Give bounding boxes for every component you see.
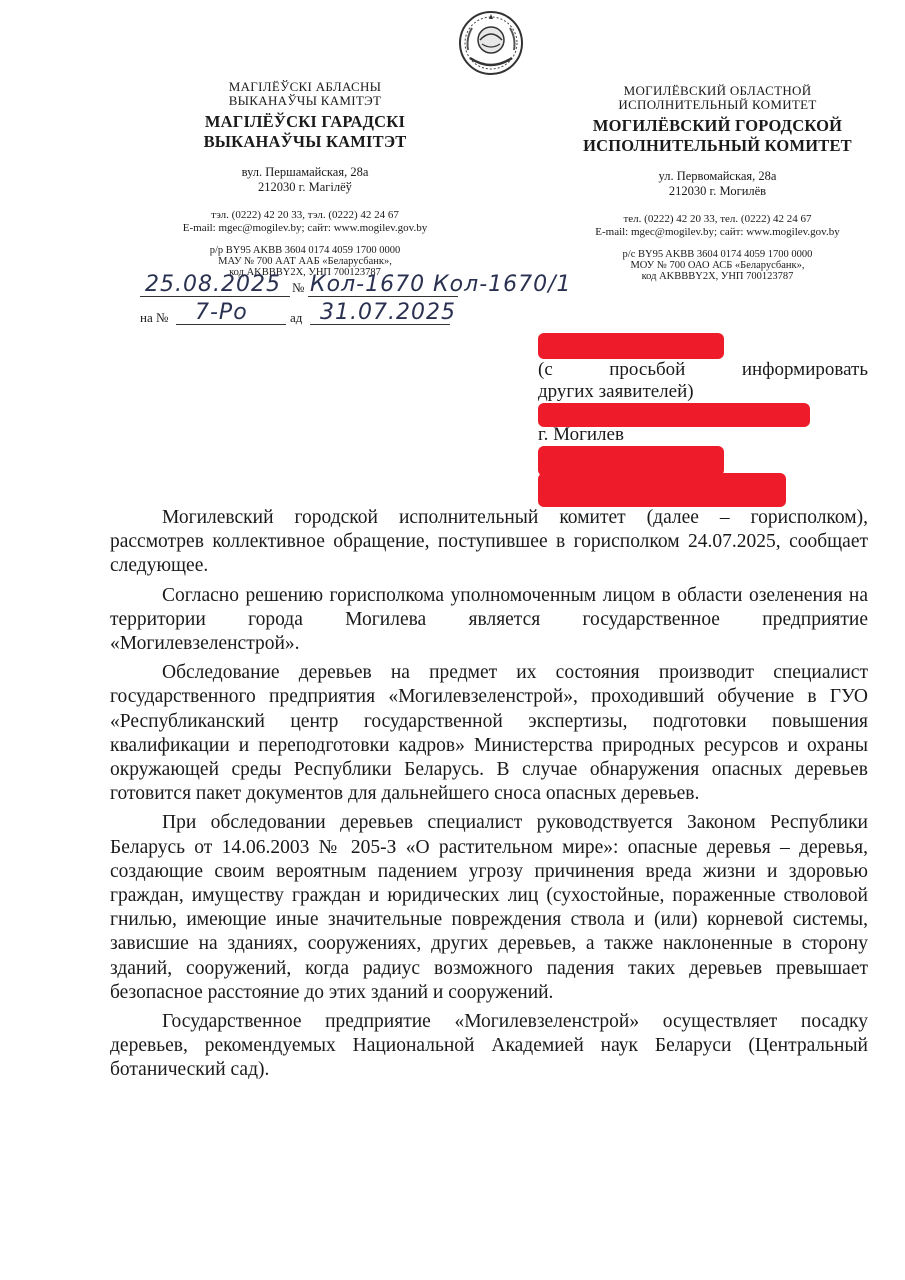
redaction-line-3 — [538, 446, 724, 476]
email-ru: E-mail: mgec@mogilev.by; сайт: www.mogilev.gov.by — [595, 226, 840, 238]
number-underline — [308, 296, 458, 297]
redaction-line-4 — [538, 473, 786, 507]
bank-details-ru — [545, 249, 890, 282]
phones-be: тэл. (0222) 42 20 33, тэл. (0222) 42 24 67 — [211, 209, 399, 221]
reference-date-label: ад — [290, 310, 303, 325]
outgoing-date: 25.08.2025 — [145, 272, 281, 297]
outgoing-number: Кол-1670 Кол-1670/1 — [310, 272, 572, 297]
street-ru: ул. Первомайская, 28а — [658, 169, 777, 183]
city-committee-be-line2: ВЫКАНАЎЧЫ КАМІТЭТ — [203, 132, 407, 151]
bank-code-ru: код AKBBBY2X, УНП 700123787 — [641, 271, 794, 282]
letter-body — [110, 506, 868, 1088]
addressee-city: г. Могилев — [538, 424, 624, 445]
addressee-note-line1 — [538, 358, 868, 381]
reference-date-underline — [310, 324, 450, 325]
body-paragraph-5: Государственное предприятие «Могилевзеленстрой» осуществляет посадку деревьев, рекомендуемых Национальной Академией наук Беларуси (Центральный ботанический сад). — [110, 1011, 868, 1081]
body-paragraph-1: Могилевский городской исполнительный комитет (далее – горисполком), рассмотрев коллективное обращение, поступившее в горисполком 24.07.2025, сообщает следующее. — [110, 507, 868, 577]
phones-ru: тел. (0222) 42 20 33, тел. (0222) 42 24 67 — [623, 213, 812, 225]
email-be: E-mail: mgec@mogilev.by; сайт: www.mogilev.gov.by — [182, 222, 428, 234]
city-committee-be — [130, 112, 480, 152]
bank-code-be: код AKBBBY2X, УНП 700123787 — [229, 267, 381, 278]
address-be — [130, 165, 480, 195]
city-committee-ru-line1: МОГИЛЁВСКИЙ ГОРОДСКОЙ — [592, 116, 843, 135]
redaction-name — [538, 333, 724, 359]
belarus-state-emblem-icon — [458, 10, 524, 76]
city-be: 212030 г. Магілёў — [258, 180, 352, 194]
regional-committee-ru-line2: ИСПОЛНИТЕЛЬНЫЙ КОМИТЕТ — [618, 97, 817, 112]
reference-number: 7-Ро — [195, 300, 248, 325]
body-paragraph-2: Согласно решению горисполкома уполномоченным лицом в области озеленения на территории города Могилева является государственное предприятие «Могилевзеленстрой». — [110, 584, 868, 655]
city-committee-ru — [545, 116, 890, 156]
body-paragraph-4: При обследовании деревьев специалист руководствуется Законом Республики Беларусь от 14.06.2003 № 205-З «О растительном мире»: опасные деревья – деревья, создающие своим вероятным падением угрозу причинения вреда жизни и здоровью граждан, имуществу граждан и юридических лиц (сухостойные, пораженные стволовой гнилью, имеющие иные значительные повреждения ствола и (или) корневой системы, зависшие на зданиях, сооружениях, других деревьев, а также наклоненные в сторону зданий, сооружений, когда радиус возможного падения таких деревьев превышает безопасное расстояние до этих зданий и сооружений. — [110, 812, 868, 1003]
city-committee-be-line1: МАГІЛЁЎСКІ ГАРАДСКІ — [204, 112, 406, 131]
letterhead-belarusian — [130, 80, 480, 278]
city-committee-ru-line2: ИСПОЛНИТЕЛЬНЫЙ КОМИТЕТ — [583, 136, 852, 155]
addressee-note-word-3: информировать — [741, 359, 868, 380]
regional-committee-be-line2: ВЫКАНАЎЧЫ КАМІТЭТ — [228, 93, 382, 108]
addressee-note-line2: других заявителей) — [538, 381, 694, 402]
letterhead-russian — [545, 84, 890, 282]
regional-committee-ru-line1: МОГИЛЁВСКИЙ ОБЛАСТНОЙ — [623, 83, 812, 98]
contacts-be — [130, 209, 480, 235]
reference-date: 31.07.2025 — [320, 300, 456, 325]
number-label: № — [292, 280, 305, 295]
reference-number-underline — [176, 324, 286, 325]
body-paragraph-3: Обследование деревьев на предмет их состояния производит специалист государственного предприятия «Могилевзеленстрой», проходивший обучение в ГУО «Республиканский центр государственной экспертизы, подготовки повышения квалификации и переподготовки кадров» Министерства природных ресурсов и охраны окружающей среды Республики Беларусь. В случае обнаружения опасных деревьев готовится пакет документов для дальнейшего сноса опасных деревьев. — [110, 662, 868, 805]
address-ru — [545, 169, 890, 199]
bank-account-be: р/р BY95 AKBB 3604 0174 4059 1700 0000 — [209, 245, 401, 256]
bank-account-ru: р/с BY95 AKBB 3604 0174 4059 1700 0000 — [622, 249, 813, 260]
addressee-note-word-1: (с — [538, 359, 553, 380]
street-be: вул. Першамайская, 28а — [241, 165, 369, 179]
date-underline — [140, 296, 290, 297]
reference-number-label: на № — [140, 310, 169, 325]
bank-branch-ru: МОУ № 700 ОАО АСБ «Беларусбанк», — [630, 260, 805, 271]
regional-committee-be-line1: МАГІЛЁЎСКІ АБЛАСНЫ — [228, 79, 382, 94]
registration-block — [140, 272, 590, 332]
addressee-note-word-2: просьбой — [609, 359, 686, 380]
city-ru: 212030 г. Могилёв — [668, 184, 767, 198]
contacts-ru — [545, 213, 890, 239]
bank-branch-be: МАУ № 700 ААТ ААБ «Беларусбанк», — [218, 256, 392, 267]
